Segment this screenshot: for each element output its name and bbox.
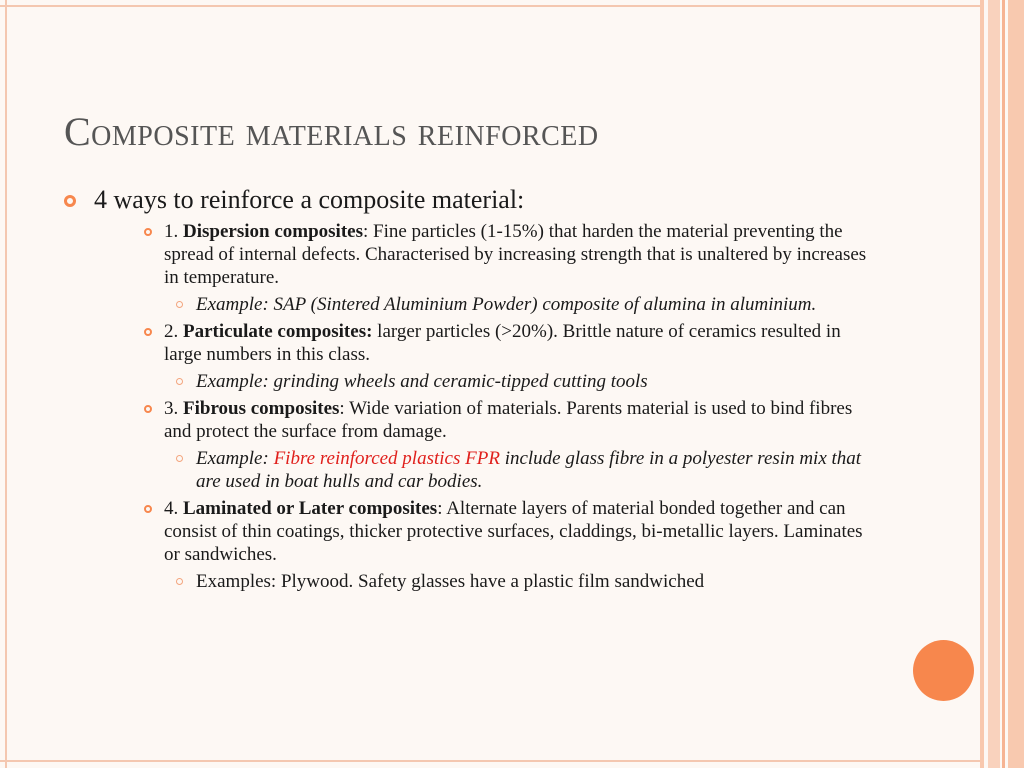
example-text: Examples: Plywood. Safety glasses have a plastic film sandwiched bbox=[196, 571, 705, 592]
decorative-stripes bbox=[980, 0, 1024, 768]
sub-bullet-icon bbox=[176, 578, 183, 585]
example-text: Example: grinding wheels and ceramic-tipped cutting tools bbox=[196, 371, 648, 392]
item-name: Laminated or Later composites bbox=[183, 498, 438, 519]
item-name: Particulate composites: bbox=[183, 321, 373, 342]
frame-bottom-line bbox=[0, 760, 980, 762]
frame-top-line bbox=[0, 5, 980, 7]
decorative-circle bbox=[913, 640, 974, 701]
frame-left-line bbox=[5, 0, 7, 768]
example-prefix: Example: bbox=[196, 448, 274, 469]
example-suffix: include glass fibre in a polyester resin mix that are used in boat hulls and car bodies. bbox=[196, 448, 862, 492]
item-separator: : bbox=[437, 498, 447, 519]
example-text: Example: SAP (Sintered Aluminium Powder) composite of alumina in aluminium. bbox=[196, 294, 817, 315]
sub-bullet-icon bbox=[176, 455, 183, 462]
sub-bullet-icon bbox=[176, 301, 183, 308]
example-item bbox=[196, 447, 880, 493]
example-item bbox=[196, 293, 880, 316]
bullet-icon bbox=[144, 405, 152, 413]
item-text: larger particles (>20%). Brittle nature of ceramics resulted in large numbers in this class. bbox=[164, 321, 841, 365]
slide-content bbox=[60, 184, 880, 593]
item-number: 4. bbox=[164, 498, 183, 519]
list-item bbox=[164, 220, 880, 289]
list-item bbox=[164, 320, 880, 366]
bullet-icon bbox=[144, 228, 152, 236]
item-separator: : bbox=[362, 221, 374, 242]
list-item bbox=[164, 497, 880, 566]
item-text: Alternate layers of material bonded together and can consist of thin coatings, thicker protective surfaces, claddings, bi-metallic layers. Laminates or sandwiches. bbox=[164, 498, 863, 565]
sub-bullet-icon bbox=[176, 378, 183, 385]
item-number: 2. bbox=[164, 321, 183, 342]
bullet-icon bbox=[64, 195, 76, 207]
slide-title: Composite materials reinforced bbox=[64, 109, 599, 154]
bullet-icon bbox=[144, 505, 152, 513]
item-separator: : bbox=[339, 398, 350, 419]
example-item bbox=[196, 370, 880, 393]
example-highlight: Fibre reinforced plastics FPR bbox=[273, 448, 500, 469]
item-name: Fibrous composites bbox=[183, 398, 340, 419]
item-number: 3. bbox=[164, 398, 183, 419]
intro-bullet bbox=[60, 184, 880, 216]
bullet-icon bbox=[144, 328, 152, 336]
example-item bbox=[196, 570, 880, 593]
item-text: Fine particles (1-15%) that harden the material preventing the spread of internal defects. Characterised by increasing strength that is unaltered by increases in temperature. bbox=[164, 221, 867, 288]
item-text: Wide variation of materials. Parents material is used to bind fibres and protect the surface from damage. bbox=[164, 398, 853, 442]
item-number: 1. bbox=[164, 221, 183, 242]
intro-text: 4 ways to reinforce a composite material: bbox=[94, 185, 525, 214]
list-item bbox=[164, 397, 880, 443]
item-name: Dispersion composites bbox=[183, 221, 363, 242]
